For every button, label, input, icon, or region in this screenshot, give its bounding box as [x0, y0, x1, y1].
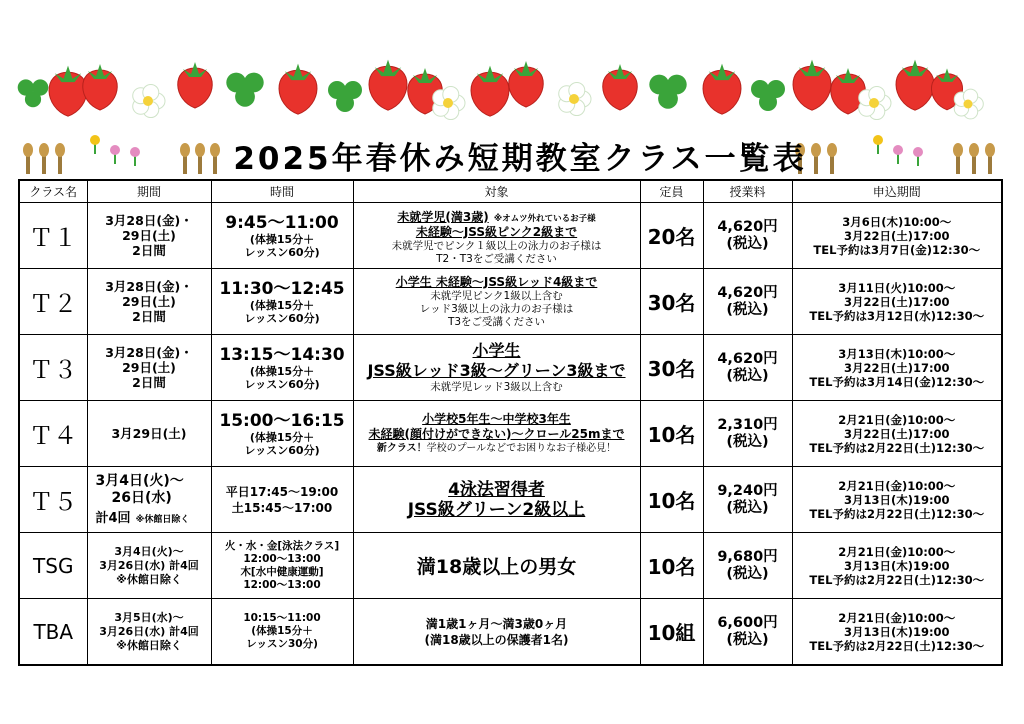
target-cell: 満18歳以上の男女: [353, 533, 640, 599]
class-name: Ｔ４: [19, 401, 87, 467]
fee-cell: 4,620円 (税込): [703, 203, 792, 269]
header-target: 対象: [353, 180, 640, 203]
fee-cell: 6,600円 (税込): [703, 599, 792, 666]
table-row: [19, 203, 1002, 269]
period-cell: 3月29日(土): [87, 401, 211, 467]
sprout-head-icon: [210, 143, 220, 157]
header-time: 時間: [211, 180, 353, 203]
capacity: 10名: [640, 533, 703, 599]
sprout-head-icon: [180, 143, 190, 157]
time-cell: 9:45～11:00 (体操15分＋ レッスン60分): [211, 203, 353, 269]
sprout-head-icon: [827, 143, 837, 157]
flower-center-icon: [443, 98, 453, 108]
table-header-row: [19, 180, 1002, 203]
time-cell: 11:30～12:45 (体操15分＋ レッスン60分): [211, 269, 353, 335]
table-row: [19, 335, 1002, 401]
application-cell: 2月21日(金)10:00～ 3月13日(木)19:00 TEL予約は2月22日(土)12:30～: [792, 467, 1002, 533]
time-cell: 火・水・金[泳法クラス] 12:00～13:00 木[水中健康運動] 12:00～13:00: [211, 533, 353, 599]
application-cell: 2月21日(金)10:00～ 3月22日(土)17:00 TEL予約は2月22日(土)12:30～: [792, 401, 1002, 467]
table-row: [19, 467, 1002, 533]
class-name: Ｔ１: [19, 203, 87, 269]
capacity: 20名: [640, 203, 703, 269]
capacity: 30名: [640, 269, 703, 335]
header-application: 申込期間: [792, 180, 1002, 203]
class-name: Ｔ５: [19, 467, 87, 533]
page-title: 2025年春休み短期教室クラス一覧表: [233, 141, 807, 177]
flower-center-icon: [569, 94, 579, 104]
target-cell: 未就学児(満3歳) ※オムツ外れているお子様 未経験～JSS級ピンク2級まで 未就学児でピンク１級以上の泳力のお子様は T2・T3をご受講ください: [353, 203, 640, 269]
application-cell: 3月13日(木)10:00～ 3月22日(土)17:00 TEL予約は3月14日(金)12:30～: [792, 335, 1002, 401]
time-cell: 10:15～11:00 (体操15分＋ レッスン30分): [211, 599, 353, 666]
clover-leaf-icon: [25, 91, 41, 107]
table-row: [19, 269, 1002, 335]
class-name: Ｔ２: [19, 269, 87, 335]
sprout-head-icon: [969, 143, 979, 157]
target-cell: 小学生 JSS級レッド3級～グリーン3級まで 未就学児レッド3級以上含む: [353, 335, 640, 401]
sprout-head-icon: [55, 143, 65, 157]
sprout-head-icon: [23, 143, 33, 157]
period-cell: 3月28日(金)・ 29日(土) 2日間: [87, 269, 211, 335]
period-cell: 3月4日(火)～ 26日(水) 計4回 ※休館日除く: [87, 467, 211, 533]
class-name: Ｔ３: [19, 335, 87, 401]
sprout-head-icon: [195, 143, 205, 157]
fee-cell: 9,240円 (税込): [703, 467, 792, 533]
application-cell: 2月21日(金)10:00～ 3月13日(木)19:00 TEL予約は2月22日(土)12:30～: [792, 599, 1002, 666]
capacity: 10名: [640, 467, 703, 533]
clover-leaf-icon: [235, 87, 255, 107]
header-fee: 授業料: [703, 180, 792, 203]
clover-leaf-icon: [759, 93, 777, 111]
fee-cell: 9,680円 (税込): [703, 533, 792, 599]
target-cell: 小学生 未経験～JSS級レッド4級まで 未就学児ピンク1級以上含む レッド3級以上の泳力のお子様は T3をご受講ください: [353, 269, 640, 335]
flower-center-icon: [143, 96, 153, 106]
application-cell: 3月6日(木)10:00～ 3月22日(土)17:00 TEL予約は3月7日(金)12:30～: [792, 203, 1002, 269]
fee-cell: 2,310円 (税込): [703, 401, 792, 467]
target-cell: 満1歳1ヶ月～満3歳0ヶ月 (満18歳以上の保護者1名): [353, 599, 640, 666]
sprout-head-icon: [39, 143, 49, 157]
sprout-head-icon: [953, 143, 963, 157]
tiny-flower-icon: [90, 135, 100, 145]
flower-center-icon: [964, 100, 973, 109]
table-row: [19, 599, 1002, 666]
capacity: 10組: [640, 599, 703, 666]
header-capacity: 定員: [640, 180, 703, 203]
application-cell: 2月21日(金)10:00～ 3月13日(木)19:00 TEL予約は2月22日(土)12:30～: [792, 533, 1002, 599]
period-cell: 3月28日(金)・ 29日(土) 2日間: [87, 335, 211, 401]
clover-leaf-icon: [336, 94, 354, 112]
tiny-flower-icon: [913, 147, 923, 157]
class-name: TSG: [19, 533, 87, 599]
table-row: [19, 401, 1002, 467]
header-class: クラス名: [19, 180, 87, 203]
class-name: TBA: [19, 599, 87, 666]
period-cell: 3月4日(火)～ 3月26日(水) 計4回 ※休館日除く: [87, 533, 211, 599]
time-cell: 13:15～14:30 (体操15分＋ レッスン60分): [211, 335, 353, 401]
time-cell: 平日17:45～19:00 土15:45～17:00: [211, 467, 353, 533]
tiny-flower-icon: [130, 147, 140, 157]
fee-cell: 4,620円 (税込): [703, 269, 792, 335]
capacity: 10名: [640, 401, 703, 467]
header-period: 期間: [87, 180, 211, 203]
target-cell: 4泳法習得者 JSS級グリーン2級以上: [353, 467, 640, 533]
table-row: [19, 533, 1002, 599]
period-cell: 3月5日(水)～ 3月26日(水) 計4回 ※休館日除く: [87, 599, 211, 666]
application-cell: 3月11日(火)10:00～ 3月22日(土)17:00 TEL予約は3月12日(水)12:30～: [792, 269, 1002, 335]
tiny-flower-icon: [110, 145, 120, 155]
fee-cell: 4,620円 (税込): [703, 335, 792, 401]
target-cell: 小学校5年生～中学校3年生 未経験(顔付けができない)～クロール25mまで 新クラス！学校のプールなどでお困りなお子様必見！: [353, 401, 640, 467]
sprout-head-icon: [985, 143, 995, 157]
class-schedule-table: [18, 179, 1003, 666]
clover-leaf-icon: [658, 89, 678, 109]
capacity: 30名: [640, 335, 703, 401]
period-cell: 3月28日(金)・ 29日(土) 2日間: [87, 203, 211, 269]
flower-center-icon: [869, 98, 879, 108]
time-cell: 15:00～16:15 (体操15分＋ レッスン60分): [211, 401, 353, 467]
tiny-flower-icon: [893, 145, 903, 155]
tiny-flower-icon: [873, 135, 883, 145]
